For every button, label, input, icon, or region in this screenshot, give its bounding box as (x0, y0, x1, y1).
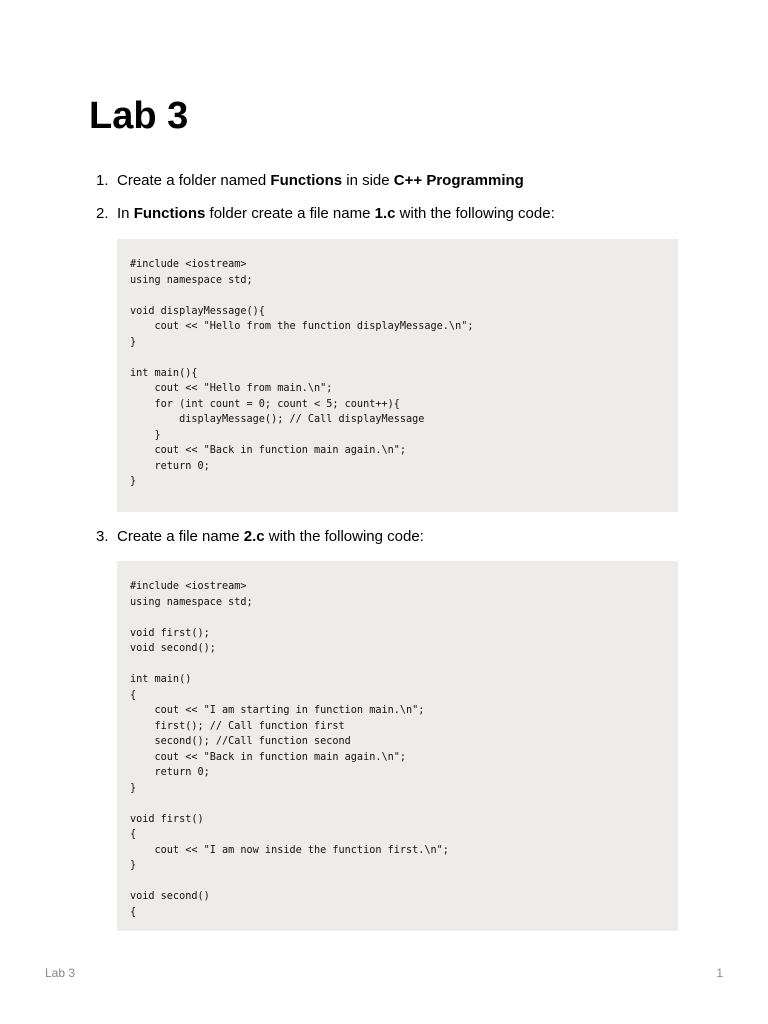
list-item-step-2 (96, 205, 555, 223)
code-block-1 (117, 239, 678, 512)
step-text: with the following code: (395, 205, 555, 222)
code-text: #include <iostream> using namespace std; void displayMessage(){ cout << "Hello from the function displayMessage.\n"; } int main(){ cout << "Hello from main.\n"; for (int count = 0; count < 5; count++){ displayMessage(); // Call displayMessage } cout << "Back in function main again.\n"; return 0; } (130, 259, 474, 487)
page-number: 1 (716, 966, 723, 980)
list-item-number: 3. (96, 528, 109, 545)
list-item-step-3 (96, 528, 424, 546)
list-item-step-1 (96, 172, 524, 190)
step-text: Create a file name (117, 528, 244, 545)
code-text: #include <iostream> using namespace std; void first(); void second(); int main() { cout << "I am starting in function main.\n"; first(); // Call function first second(); //Call function second cout << "Back in function main again.\n"; return 0; } void first() { cout << "I am now inside the function first.\n"; } void second() { (130, 581, 449, 918)
list-item-number: 2. (96, 205, 109, 222)
step-bold-text: 1.c (374, 205, 396, 222)
step-bold-text: C++ Programming (393, 172, 524, 189)
page-title: Lab 3 (89, 95, 189, 137)
step-bold-text: Functions (270, 172, 343, 189)
step-bold-text: 2.c (243, 528, 265, 545)
step-text: in side (342, 172, 394, 189)
list-item-number: 1. (96, 172, 109, 189)
step-text: with the following code: (264, 528, 424, 545)
step-text: In (117, 205, 134, 222)
step-text: folder create a file name (205, 205, 375, 222)
step-text: Create a folder named (117, 172, 271, 189)
code-block-2 (117, 561, 678, 931)
step-bold-text: Functions (133, 205, 206, 222)
footer-title: Lab 3 (45, 966, 76, 980)
